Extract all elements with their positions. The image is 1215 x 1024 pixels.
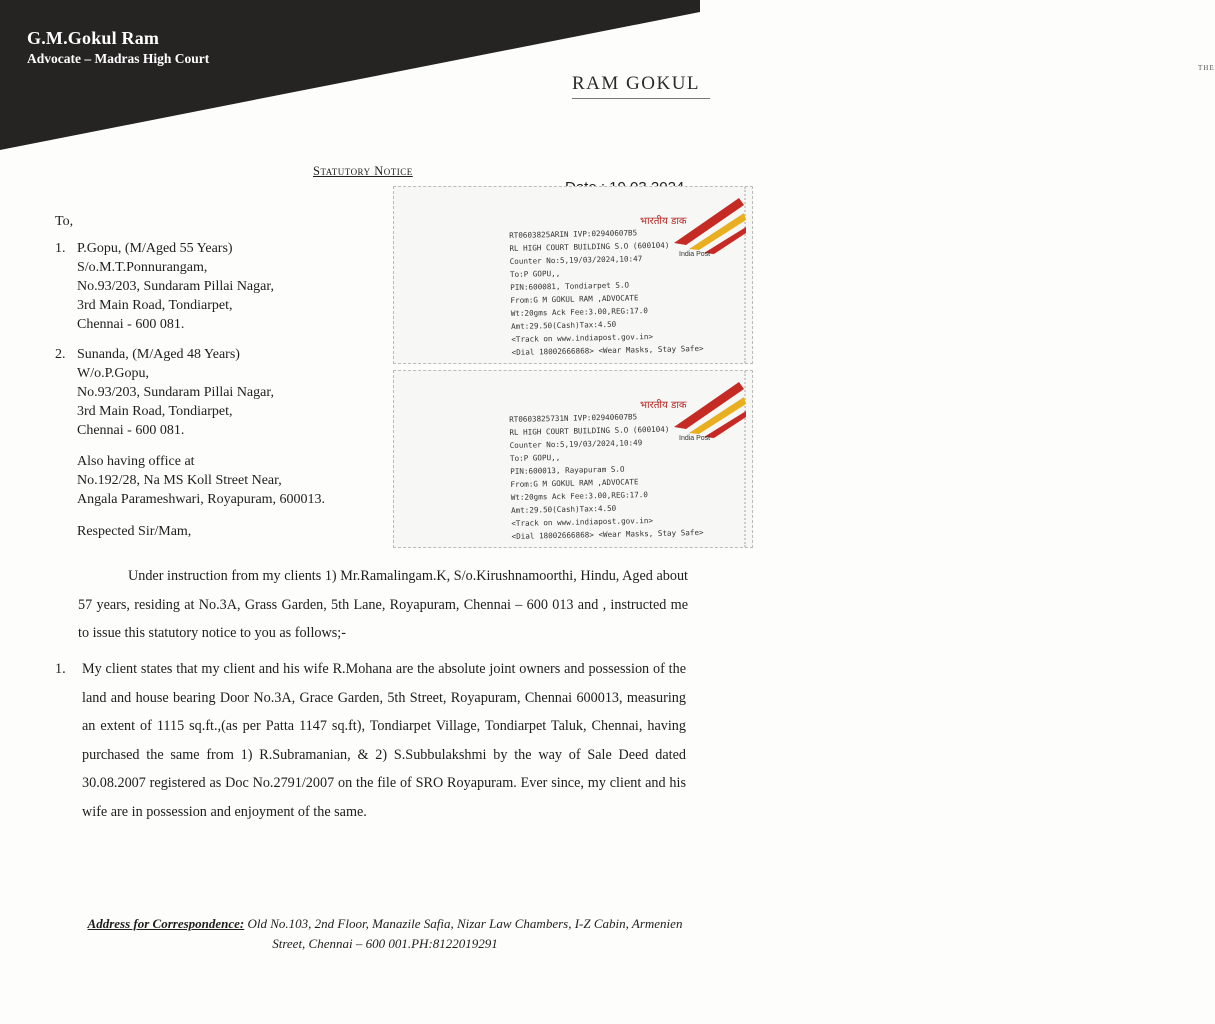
postal-receipt-2 xyxy=(393,370,753,548)
receipt-line: From:G M GOKUL RAM ,ADVOCATE xyxy=(510,293,639,305)
india-post-hindi-text: भारतीय डाक xyxy=(640,400,687,411)
receipt-line: Wt:20gms Ack Fee:3.00,REG:17.0 xyxy=(510,306,648,318)
receipt-line: <Track on www.indiapost.gov.in> xyxy=(511,516,654,528)
receipt-line: RL HIGH COURT BUILDING S.O (600104) xyxy=(509,424,670,437)
logo-underline xyxy=(572,98,710,99)
receipt-line: Amt:29.50(Cash)Tax:4.50 xyxy=(510,319,617,331)
notice-title: Statutory Notice xyxy=(313,164,413,178)
postal-receipt-1 xyxy=(393,186,753,364)
receipt-line: Amt:29.50(Cash)Tax:4.50 xyxy=(510,503,617,515)
recipient-line: 3rd Main Road, Tondiarpet, xyxy=(77,404,233,419)
office-line: Also having office at xyxy=(77,454,195,469)
to-label: To, xyxy=(55,214,74,229)
recipient-line: P.Gopu, (M/Aged 55 Years) xyxy=(77,241,233,256)
point-paragraph: My client states that my client and his wife R.Mohana are the absolute joint owners and possession of the land and house bearing Door No.3A, Grace Garden, 5th Street, Royapuram, Chennai 600013, measuring an extent of 1115 sq.ft.,(as per Patta 1147 sq.ft), Tondiarpet Village, Tondiarpet Taluk, Chennai, having purchased the same from 1) R.Subramanian, & 2) S.Subbulakshmi by the way of Sale Deed dated 30.08.2007 registered as Doc No.2791/2007 on the file of SRO Royapuram. Ever since, my client and his wife are in possession and enjoyment of the same. xyxy=(82,661,686,820)
recipient-line: No.93/203, Sundaram Pillai Nagar, xyxy=(77,279,274,294)
advocate-name: G.M.Gokul Ram xyxy=(27,28,160,48)
logo-main-text: RAM GOKUL xyxy=(572,73,701,94)
receipt-line: To:P GOPU,, xyxy=(509,268,561,279)
receipt-line: RT0603825731N IVP:02940607B5 xyxy=(509,412,638,424)
office-line: No.192/28, Na MS Koll Street Near, xyxy=(77,473,282,488)
intro-paragraph: Under instruction from my clients 1) Mr.Ramalingam.K, S/o.Kirushnamoorthi, Hindu, Aged about 57 years, residing at No.3A, Grass Garden, 5th Lane, Royapuram, Chennai – 600 013 and , instructed me to issue this statutory notice to you as follows;- xyxy=(78,568,688,641)
office-line: Angala Parameshwari, Royapuram, 600013. xyxy=(77,492,326,507)
correspondence-label: Address for Correspondence: xyxy=(87,916,245,931)
recipient-line: No.93/203, Sundaram Pillai Nagar, xyxy=(77,385,274,400)
receipt-line: <Dial 18002666868> <Wear Masks, Stay Safe> xyxy=(511,527,704,541)
india-post-hindi-text: भारतीय डाक xyxy=(640,216,687,227)
ram-gokul-logo xyxy=(566,64,1215,104)
recipient-number: 2. xyxy=(55,347,66,362)
salutation: Respected Sir/Mam, xyxy=(77,524,192,539)
india-post-text: India Post xyxy=(679,435,711,442)
receipt-line: Counter No:5,19/03/2024,10:49 xyxy=(509,438,643,450)
receipt-line: PIN:600013, Rayapuram S.O xyxy=(510,464,625,476)
recipient-line: W/o.P.Gopu, xyxy=(77,366,149,381)
recipient-line: Chennai - 600 081. xyxy=(77,317,185,332)
correspondence-text: Old No.103, 2nd Floor, Manazile Safia, Nizar Law Chambers, I-Z Cabin, Armenien Street, Chennai – 600 001.PH:8122019291 xyxy=(244,916,683,951)
advocate-court: Advocate – Madras High Court xyxy=(27,51,210,66)
recipient-number: 1. xyxy=(55,241,66,256)
office-address xyxy=(77,452,325,509)
receipt-line: <Track on www.indiapost.gov.in> xyxy=(511,332,654,344)
receipt-line: Counter No:5,19/03/2024,10:47 xyxy=(509,254,643,266)
logo-small-text: THE xyxy=(1198,64,1215,72)
correspondence-address xyxy=(80,914,690,954)
receipt-line: From:G M GOKUL RAM ,ADVOCATE xyxy=(510,477,639,489)
recipient-line: 3rd Main Road, Tondiarpet, xyxy=(77,298,233,313)
receipt-line: To:P GOPU,, xyxy=(509,452,561,463)
recipient-line: S/o.M.T.Ponnurangam, xyxy=(77,260,208,275)
point-number: 1. xyxy=(55,661,66,677)
receipt-line: <Dial 18002666868> <Wear Masks, Stay Safe> xyxy=(511,343,704,357)
india-post-text: India Post xyxy=(679,251,711,258)
recipient-line: Chennai - 600 081. xyxy=(77,423,185,438)
receipt-line: Wt:20gms Ack Fee:3.00,REG:17.0 xyxy=(510,490,648,502)
receipt-line: RL HIGH COURT BUILDING S.O (600104) xyxy=(509,240,670,253)
receipt-line: RT0603825ARIN IVP:02940607B5 xyxy=(509,228,638,240)
receipt-line: PIN:600081, Tondiarpet S.O xyxy=(510,280,630,292)
recipient-line: Sunanda, (M/Aged 48 Years) xyxy=(77,347,240,362)
